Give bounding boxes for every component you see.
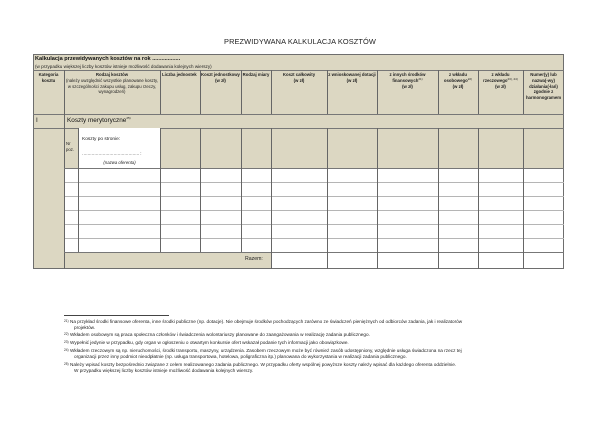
section-label: Koszty merytoryczne$^{25)}$ — [67, 116, 131, 124]
footnote-rule — [64, 315, 169, 316]
total-values-area[interactable] — [271, 252, 563, 268]
col-header-measure: Rodzaj miary — [242, 72, 270, 77]
section-number: I — [36, 117, 38, 124]
divider — [271, 128, 272, 269]
divider — [327, 128, 328, 269]
col-header-other-funds: z innych środków finansowych$^{21)}$ (w zł) — [389, 72, 426, 89]
row-divider — [64, 168, 564, 169]
oferent-dots: …………………………………… : — [82, 151, 142, 156]
document-title: PREZWIDYWANA KALKULACJA KOSZTÓW — [224, 37, 376, 46]
divider — [200, 128, 201, 252]
row-divider — [65, 196, 564, 197]
footnote-23: 23) Wypełnić jedynie w przypadku, gdy organ w ogłoszeniu o otwartym konkursie ofert wskazał podanie tych informacji jako obowiązkowe. — [64, 340, 349, 345]
total-label: Razem: — [245, 256, 263, 262]
col-header-unit-cost: Koszt jednostkowy (w zł) — [201, 72, 240, 83]
divider — [438, 128, 439, 269]
col-header-category: Kategoria kosztu — [38, 72, 59, 83]
table-heading: Kalkulacja przewidywanych kosztów na rok .................. — [35, 56, 181, 62]
costs-by-label: Koszty po stronie: — [82, 137, 121, 142]
col-header-schedule-action: Numer(y) lub nazwa(-wy) działania(-łań) zgodnie z harmonogramem — [525, 72, 562, 101]
row-divider — [65, 224, 564, 225]
divider — [523, 128, 524, 269]
divider — [33, 70, 564, 71]
row-divider — [65, 210, 564, 211]
col-header-total-cost: Koszt całkowity (w zł) — [282, 72, 316, 83]
table-subheading: (w przypadku większej liczby kosztów istnieje możliwość dodawania kolejnych wierszy) — [35, 64, 212, 69]
divider — [160, 70, 161, 114]
footnote-24: 24) Wkładem rzeczowym są np. nieruchomości, środki transportu, maszyny, urządzenia. Zasobem rzeczowym może być również zasób udostępniony, względnie usługa świadczona na rzecz tej organizacji przez inny podmiot nieodpłatnie (np. usługa transportowa, hotelowa, poligraficzna itp.) planowana do wykorzystania w realizacji zadania publicznego. — [64, 348, 462, 360]
divider — [160, 128, 161, 252]
divider — [33, 114, 564, 115]
nr-poz-label: Nr poz. — [66, 141, 75, 152]
col-header-grant: z wnioskowanej dotacji (w zł) — [328, 72, 376, 83]
footnote-21: 21) Na przykład środki finansowe oferenta, inne środki publiczne (np. dotacje). Nie obejmuje środków pochodzących zarówno ze świadczeń pieniężnych od odbiorców zadania, jak i realizatorów projektów. — [64, 319, 463, 331]
divider — [478, 128, 479, 269]
row-divider — [65, 238, 564, 239]
divider — [377, 128, 378, 269]
oferent-hint: (nazwa oferenta) — [103, 160, 136, 165]
row-divider — [64, 252, 564, 253]
row-divider — [65, 182, 564, 183]
col-header-units: Liczba jednostek — [162, 72, 197, 77]
col-header-personal-contribution: z wkładu osobowego$^{22)}$ (w zł) — [443, 72, 473, 89]
divider — [78, 128, 79, 252]
footnote-25: 25) Należy wpisać koszty bezpośrednio związane z celem realizowanego zadania publicznego. W przypadku oferty wspólnej powyższe koszty należy wpisać dla każdego oferenta oddzielnie. W przypadku większej liczby kosztów istnieje możliwość dodawania kolejnych wierszy. — [64, 362, 457, 374]
col-header-cost-type: Rodzaj kosztów (należy uwzględnić wszystkie planowane koszty, w szczególności zakupu usług, zakupu rzeczy, wynagrodzeń) — [65, 72, 159, 95]
divider — [241, 128, 242, 252]
col-header-material-contribution: z wkładu rzeczowego$^{23), 24)}$ (w zł) — [483, 72, 518, 89]
footnote-22: 22) Wkładem osobowym są praca społeczna członków i świadczenia wolontariuszy planowane do zaangażowania w realizację zadania publicznego. — [64, 332, 370, 337]
